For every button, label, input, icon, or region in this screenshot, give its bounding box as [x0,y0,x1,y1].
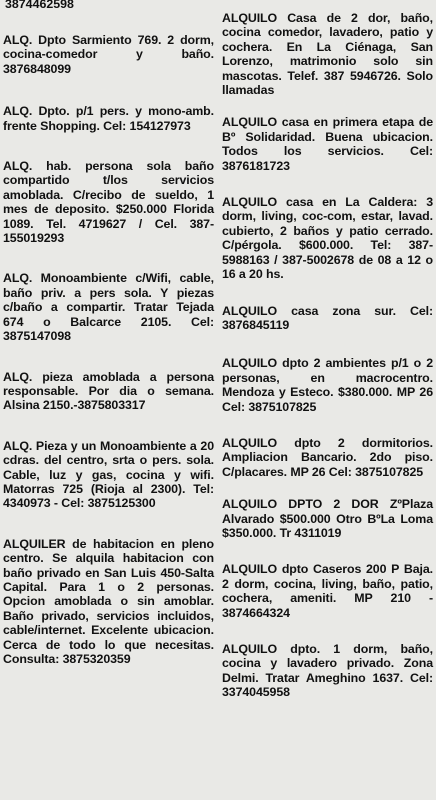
ad-text: ALQUILO dpto 2 ambientes p/1 o 2 personas, en macrocentro. Mendoza y Esteco. $380.000. MP 26 Cel: 3875107825 [222,356,433,414]
ad-text: ALQ. hab. persona sola baño compartido t/los servicios amoblada. C/recibo de sueldo, 1 mes de deposito. $250.000 Florida 1089. Tel. 4719627 / Cel. 387-155019293 [3,159,214,246]
ad-text: ALQUILO dpto. 1 dorm, baño, cocina y lavadero privado. Zona Delmi. Tratar Ameghino 1637. Cel: 3374045958 [222,642,433,700]
ad-text: ALQ. Pieza y un Monoambiente a 20 cdras. del centro, srta o pers. sola. Cable, luz y gas, cocina y wifi. Matorras 725 (Rioja al 2300). Tel: 4340973 - Cel: 3875125300 [3,438,214,511]
ad-text: ALQ. Monoambiente c/Wifi, cable, baño priv. a pers sola. Y piezas c/baño a compartir. Tratar Tejada 674 o Balcarce 2105. Cel: 3875147098 [3,271,214,344]
ad-text: ALQUILO dpto Caseros 200 P Baja. 2 dorm, cocina, living, baño, patio, cochera, ameniti. MP 210 - 3874664324 [222,562,433,620]
classified-ad [3,104,214,133]
ad-text: ALQ. pieza amoblada a persona responsable. Por dia o semana. Alsina 2150.-3875803317 [3,369,214,413]
classified-ad [3,537,214,667]
classified-ad [3,439,214,511]
classified-ad [222,562,433,620]
classified-ad [222,497,433,540]
ad-text: ALQUILO casa en La Caldera: 3 dorm, living, coc-com, estar, lavad. cubierto, 2 baños y patio cerrado. C/pérgola. $600.000. Tel: 387-5988163 / 387-5002678 de 08 a 12 o 16 a 20 hs. [222,195,433,282]
classified-ad [222,304,433,333]
ad-text: ALQUILO casa zona sur. Cel: 3876845119 [222,303,433,332]
ad-text: ALQUILO dpto 2 dormitorios. Ampliacion Bancario. 2do piso. C/placares. MP 26 Cel: 3875107825 [222,435,433,479]
ad-text: ALQUILO casa en primera etapa de Bº Solidaridad. Buena ubicacion. Todos los servicios. Cel: 3876181723 [222,115,433,173]
classified-ad [222,356,433,414]
ad-text: ALQUILO Casa de 2 dor, baño, cocina comedor, lavadero, patio y cochera. En La Ciénaga, San Lorenzo, matrimonio solo sin mascotas. Telef. 387 5946726. Solo llamadas [222,11,433,98]
ad-text: ALQ. Dpto Sarmiento 769. 2 dorm, cocina-comedor y baño. 3876848099 [3,33,214,76]
top-fragment: 3874462598 [5,0,74,11]
classified-ad [3,33,214,76]
ad-text: ALQUILER de habitacion en pleno centro. Se alquila habitacion con baño privado en San Luis 450-Salta Capital. Para 1 o 2 personas. Opcion amoblada o sin amoblar. Baño privado, servicios incluidos, cable/internet. Excelente ubicacion. Cerca de todo lo que necesitas. Consulta: 3875320359 [3,536,214,666]
classified-ad [222,436,433,479]
left-column [3,0,214,800]
classified-ad [222,115,433,173]
classified-ad [222,195,433,281]
ad-text: ALQUILO DPTO 2 DOR ZºPlaza Alvarado $500.000 Otro BºLa Loma $350.000. Tr 4311019 [222,497,433,540]
classified-ad [3,370,214,413]
classified-ad [3,271,214,343]
right-column [222,0,433,800]
classified-ad [3,159,214,245]
classified-ad [222,642,433,700]
classified-ad [222,11,433,97]
ad-text: ALQ. Dpto. p/1 pers. y mono-amb. frente Shopping. Cel: 154127973 [3,104,214,133]
